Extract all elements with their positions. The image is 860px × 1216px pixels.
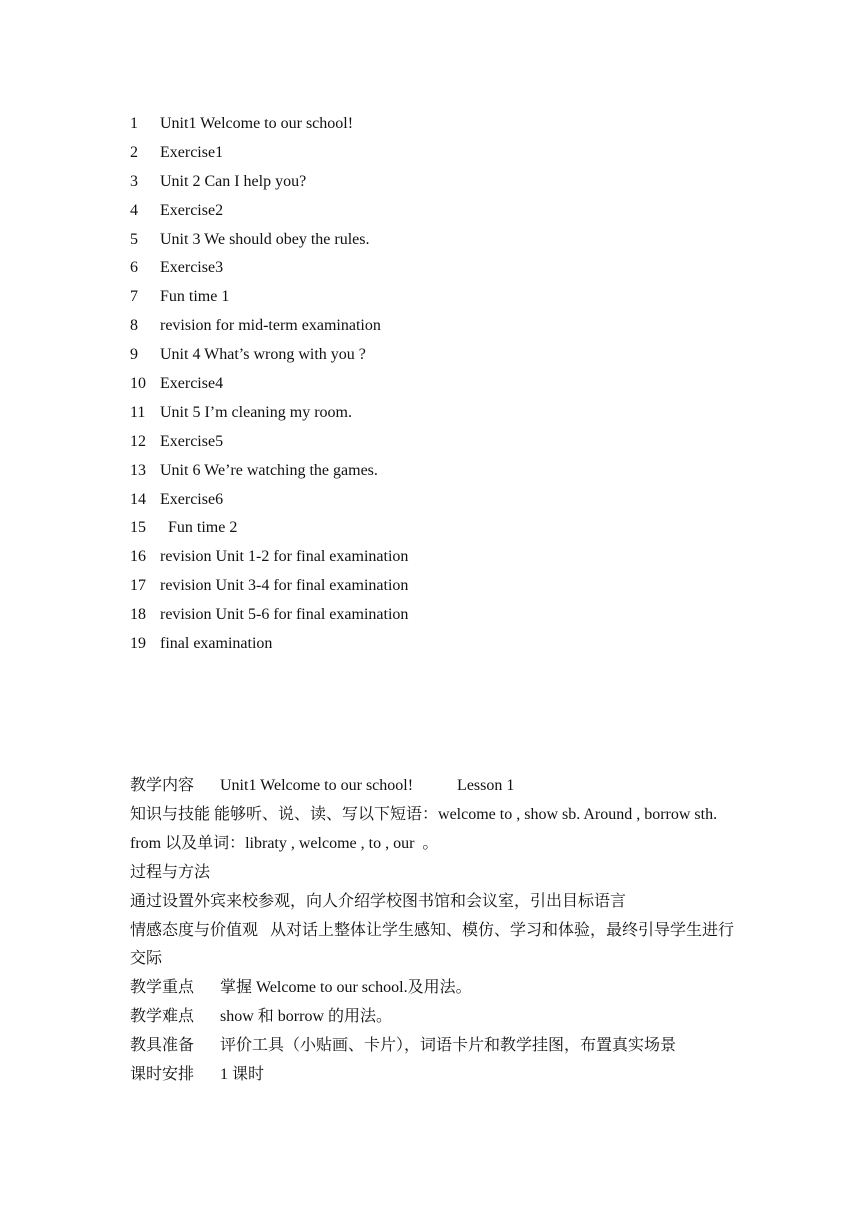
schedule-row bbox=[130, 399, 730, 428]
skills-line bbox=[130, 801, 740, 859]
emotion-label: 情感态度与价值观 bbox=[130, 921, 259, 939]
skills-value: 能够听、说、读、写以下短语：welcome to , show sb. Around , borrow sth. from 以及单词：libraty , welcome , to , our 。 bbox=[130, 805, 722, 852]
hours-value: 1 课时 bbox=[220, 1066, 265, 1084]
schedule-row bbox=[130, 110, 730, 139]
schedule-row bbox=[130, 283, 730, 312]
row-text: Unit1 Welcome to our school! bbox=[160, 115, 354, 132]
schedule-row bbox=[130, 341, 730, 370]
row-text: Exercise2 bbox=[160, 201, 224, 219]
row-number: 18 bbox=[130, 606, 146, 624]
process-label: 过程与方法 bbox=[130, 863, 211, 881]
row-number: 17 bbox=[130, 577, 146, 595]
row-text: revision for mid-term examination bbox=[160, 317, 381, 335]
row-text: Fun time 2 bbox=[160, 519, 238, 537]
row-number: 11 bbox=[130, 403, 146, 421]
row-number: 9 bbox=[130, 346, 138, 364]
tools-label: 教具准备 bbox=[130, 1037, 195, 1055]
row-number: 19 bbox=[130, 635, 146, 653]
row-number: 10 bbox=[130, 375, 146, 393]
row-text: Exercise6 bbox=[160, 490, 224, 508]
key-value: 掌握 Welcome to our school.及用法。 bbox=[220, 979, 472, 997]
emotion-value: 从对话上整体让学生感知、模仿、学习和体验，最终引导学生进行交际 bbox=[130, 921, 735, 968]
row-text: final examination bbox=[160, 635, 273, 653]
row-number: 12 bbox=[130, 432, 146, 450]
row-text: Unit 3 We should obey the rules. bbox=[160, 230, 370, 248]
row-text: Exercise3 bbox=[160, 259, 224, 277]
key-label: 教学重点 bbox=[130, 979, 195, 997]
row-text: Fun time 1 bbox=[160, 288, 230, 306]
schedule-list bbox=[130, 110, 730, 659]
skills-label: 知识与技能 bbox=[130, 805, 211, 823]
row-number: 1 bbox=[130, 115, 138, 132]
hours-line bbox=[130, 1061, 740, 1090]
row-number: 3 bbox=[130, 172, 138, 190]
key-line bbox=[130, 974, 740, 1003]
schedule-row bbox=[130, 543, 730, 572]
difficulty-value: show 和 borrow 的用法。 bbox=[220, 1008, 392, 1026]
difficulty-label: 教学难点 bbox=[130, 1008, 195, 1026]
row-number: 2 bbox=[130, 143, 138, 161]
schedule-row bbox=[130, 254, 730, 283]
tools-line bbox=[130, 1032, 740, 1061]
lesson-plan bbox=[130, 772, 740, 1090]
row-number: 8 bbox=[130, 317, 138, 335]
row-text: Unit 4 What’s wrong with you ? bbox=[160, 346, 366, 364]
schedule-row bbox=[130, 514, 730, 543]
schedule-row bbox=[130, 139, 730, 168]
schedule-row bbox=[130, 226, 730, 255]
row-number: 5 bbox=[130, 230, 138, 248]
row-number: 16 bbox=[130, 548, 146, 566]
row-number: 6 bbox=[130, 259, 138, 277]
content-line bbox=[130, 772, 740, 801]
schedule-row bbox=[130, 428, 730, 457]
row-number: 13 bbox=[130, 461, 146, 479]
emotion-line bbox=[130, 917, 740, 975]
schedule-row bbox=[130, 572, 730, 601]
row-text: Unit 5 I’m cleaning my room. bbox=[160, 403, 352, 421]
row-text: Exercise4 bbox=[160, 375, 224, 393]
row-number: 4 bbox=[130, 201, 138, 219]
row-text: Unit 2 Can I help you? bbox=[160, 172, 307, 190]
hours-label: 课时安排 bbox=[130, 1066, 195, 1084]
tools-value: 评价工具（小贴画、卡片），词语卡片和教学挂图，布置真实场景 bbox=[220, 1037, 677, 1055]
row-text: Exercise1 bbox=[160, 143, 224, 161]
schedule-row bbox=[130, 486, 730, 515]
schedule-row bbox=[130, 370, 730, 399]
schedule-row bbox=[130, 312, 730, 341]
schedule-row bbox=[130, 168, 730, 197]
process-value: 通过设置外宾来校参观，向人介绍学校图书馆和会议室，引出目标语言 bbox=[130, 892, 627, 910]
schedule-row bbox=[130, 197, 730, 226]
schedule-row bbox=[130, 457, 730, 486]
row-number: 14 bbox=[130, 490, 146, 508]
row-number: 7 bbox=[130, 288, 138, 306]
row-number: 15 bbox=[130, 519, 146, 537]
schedule-row bbox=[130, 601, 730, 630]
content-value: Unit1 Welcome to our school! bbox=[220, 777, 414, 794]
row-text: revision Unit 1-2 for final examination bbox=[160, 548, 409, 566]
row-text: Unit 6 We’re watching the games. bbox=[160, 461, 378, 479]
row-text: revision Unit 3-4 for final examination bbox=[160, 577, 409, 595]
row-text: Exercise5 bbox=[160, 432, 224, 450]
difficulty-line bbox=[130, 1003, 740, 1032]
schedule-row bbox=[130, 630, 730, 659]
lesson-label: Lesson 1 bbox=[457, 777, 515, 794]
content-label: 教学内容 bbox=[130, 777, 195, 794]
row-text: revision Unit 5-6 for final examination bbox=[160, 606, 409, 624]
